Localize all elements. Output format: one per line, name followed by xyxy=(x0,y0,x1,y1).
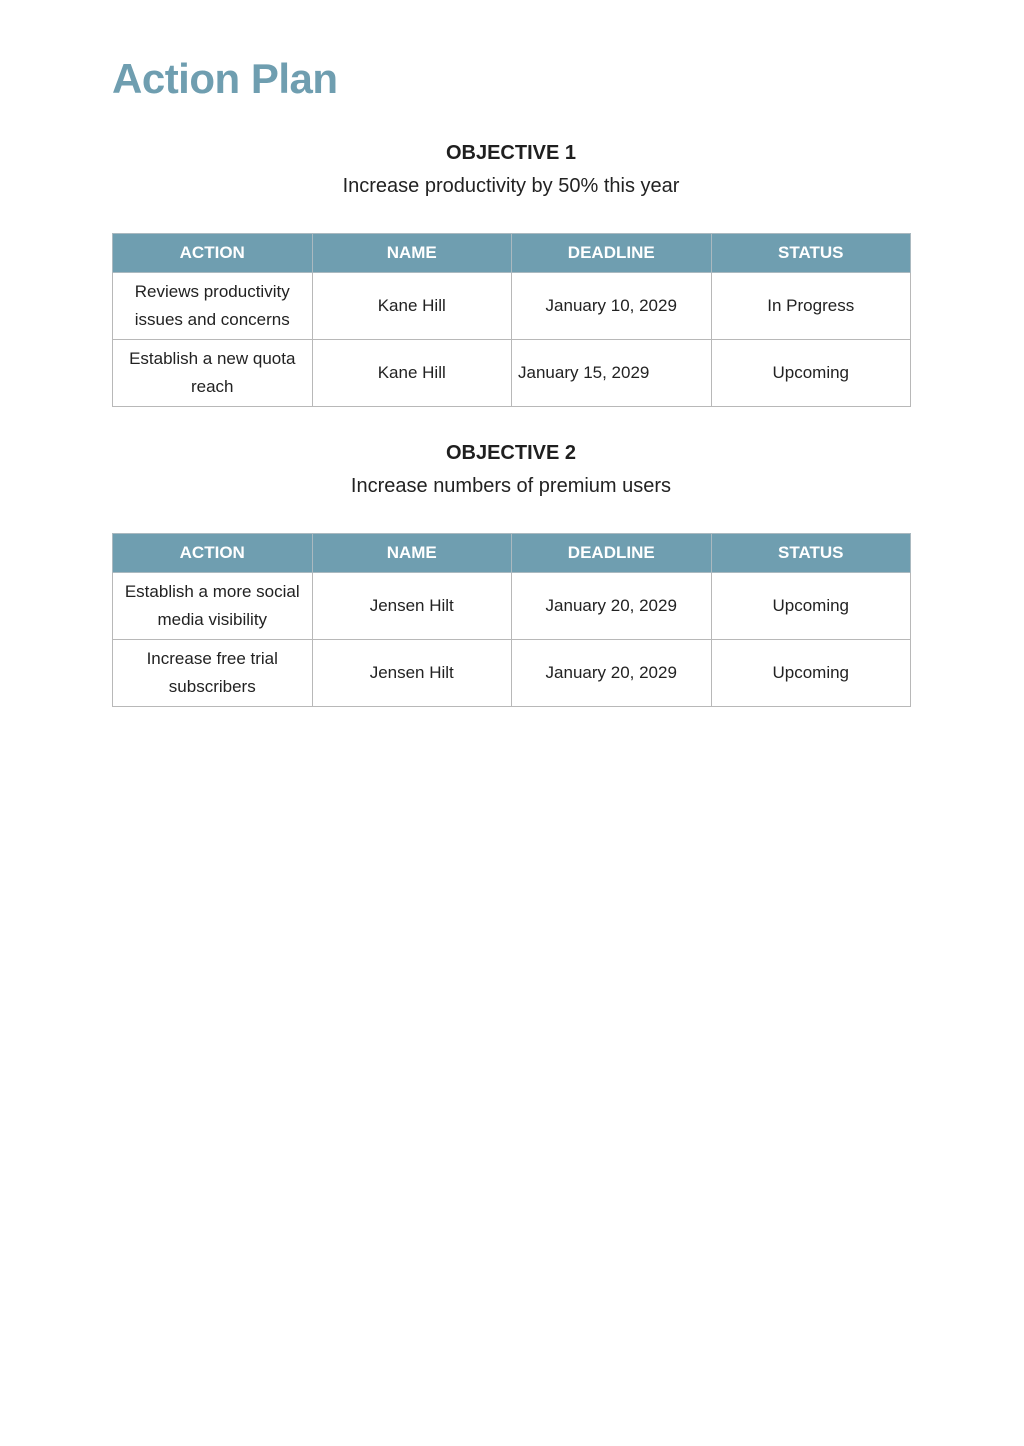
action-cell: Reviews productivity issues and concerns xyxy=(113,273,313,340)
name-cell: Jensen Hilt xyxy=(312,640,512,707)
status-cell: Upcoming xyxy=(711,573,911,640)
column-header-name: NAME xyxy=(312,234,512,273)
objective-2-description: Increase numbers of premium users xyxy=(350,475,672,497)
action-cell: Establish a more social media visibility xyxy=(113,573,313,640)
status-cell: Upcoming xyxy=(711,640,911,707)
objective-1-table xyxy=(112,233,911,407)
table-row xyxy=(113,340,911,407)
column-header-name: NAME xyxy=(312,534,512,573)
table-header-row xyxy=(113,534,911,573)
objective-1-description: Increase productivity by 50% this year xyxy=(342,175,680,197)
objective-2-table xyxy=(112,533,911,707)
column-header-deadline: DEADLINE xyxy=(512,234,712,273)
objective-1-section xyxy=(112,140,910,199)
page-title: Action Plan xyxy=(112,55,338,102)
deadline-cell: January 10, 2029 xyxy=(512,273,712,340)
column-header-status: STATUS xyxy=(711,234,911,273)
status-cell: In Progress xyxy=(711,273,911,340)
name-cell: Kane Hill xyxy=(312,340,512,407)
column-header-action: ACTION xyxy=(113,534,313,573)
column-header-action: ACTION xyxy=(113,234,313,273)
deadline-cell: January 20, 2029 xyxy=(512,640,712,707)
name-cell: Jensen Hilt xyxy=(312,573,512,640)
deadline-cell: January 20, 2029 xyxy=(512,573,712,640)
table-row xyxy=(113,273,911,340)
action-cell: Increase free trial subscribers xyxy=(113,640,313,707)
table-row xyxy=(113,573,911,640)
name-cell: Kane Hill xyxy=(312,273,512,340)
deadline-cell: January 15, 2029 xyxy=(512,340,712,407)
status-cell: Upcoming xyxy=(711,340,911,407)
objective-2-section xyxy=(112,440,910,499)
column-header-deadline: DEADLINE xyxy=(512,534,712,573)
table-header-row xyxy=(113,234,911,273)
action-cell: Establish a new quota reach xyxy=(113,340,313,407)
objective-1-heading: OBJECTIVE 1 xyxy=(445,142,577,164)
table-row xyxy=(113,640,911,707)
objective-2-heading: OBJECTIVE 2 xyxy=(445,442,577,464)
column-header-status: STATUS xyxy=(711,534,911,573)
